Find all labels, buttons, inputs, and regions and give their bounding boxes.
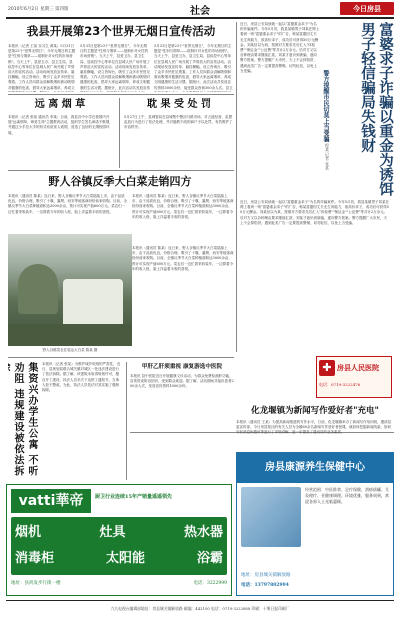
hospital-ad [234,352,394,402]
story4-body-cont: 本报讯（通讯员 陈某）连日来，野人谷镇反季节大白菜陆续上市，由于品质优良，价格合理，吸引了十堰、襄樊、西安等地客商纷纷前来收购。目前，全镇反季节大白菜种植面积达3000余亩，预计可实现产值600万元。菜农们一边忙着采收装车，一边算着今年的收入账，脸上洋溢着丰收的喜悦。 [132,194,234,219]
right-subhead: 警方提醒市民切莫上当受骗 [322,70,329,142]
brand-slogan: 厨卫行业连续15年产销量遥遥领先 [95,494,172,500]
story1-title: 我县开展第23个世界无烟日宣传活动 [26,24,216,38]
brand-phone: 电话：3222999 [193,581,227,586]
footer-text: 九九电视台编辑部地址：房县城关镇解放路 邮编：442100 电话：0719-3222888 印刷：十堰日报印刷厂 [110,606,290,611]
story3-title: 耽 果 受 处 罚 [147,99,211,110]
story1-body-cont: 5月31日是第23个"世界无烟日"，今年无烟日的主题是"性别与烟草——抵制针对女性的市场营销"。当天上午，县爱卫办、县卫生局、县疾控中心等单位在县城人民广场开展了声势浩大的宣传活动。活动现场发放宣传单，悬挂横幅，设立咨询台，吸引了众多市民驻足观看。工作人员向群众讲解吸烟和被动吸烟对健康的危害，倡导大家远离烟草，养成文明健康的生活习惯。据统计，此次活动共发放宣传 [80,44,150,90]
health-center-body: 经营范围：中医推拿、足疗保健、刮痧拔罐、艾灸理疗、亚健康调理。环境优雅，服务周到，欢迎各界人士光临惠顾。 [305,487,389,504]
brand-product: 热水器 [183,525,223,540]
right-vertical-headline-b: 以重金为诱饵 [377,109,393,196]
story4-body: 本报讯（通讯员 陈某）连日来，野人谷镇反季节大白菜陆续上市，由于品质优良，价格合理，吸引了十堰、襄樊、西安等地客商纷纷前来收购。目前，全镇反季节大白菜种植面积达3000余亩，预计可实现产值600万元。菜农们一边忙着采收装车，一边算着今年的收入账，脸上洋溢着丰收的喜悦。 [8,194,127,214]
column-divider [236,22,237,352]
story5-body: 本报讯（记者 张某）为维护城乡规划的严肃性，近日，县规划局联合城关镇对城区一处违法建设进行了依法拆除。据了解，该建筑未取得规划许可，擅自开工建设，执法人员多次下达停工通知书，当事人拒不整改。为此，执法人员依法对其实施了强制拆除。 [42,362,121,393]
story1-body-cont2: 5月31日是第23个"世界无烟日"，今年无烟日的主题是"性别与烟草——抵制针对女性的市场营销"。当天上午，县爱卫办、县卫生局、县疾控中心等单位在县城人民广场开展了声势浩大的宣传活动。活动现场发放宣传单，悬挂横幅，设立咨询台，吸引了众多市民驻足观看。工作人员向群众讲解吸烟和被动吸烟对健康的危害，倡导大家远离烟草，养成文明健康的生活习惯。据统计，此次活动共发放宣传资料5000余份，接受群众咨询300余人次。县卫 [154,44,233,90]
right-vertical-headline-c: 男子轻信骗局失钱财 [359,22,375,153]
story1-col1 [8,44,76,92]
story1-col2 [80,44,150,92]
brand-address: 地址：县鸿发步行街一楼 [11,581,61,586]
hospital-cross-icon: ✚ [319,360,335,376]
right-column-body: 近日，房县公安局侦破一起以"富婆重金求子"为名的诈骗案件。今年5月初，我县某镇男子刘某在网上看到一则"富婆重金求子"的广告，称某富婆因丈夫无生育能力，欲高价求子，成功后可获得50万元酬金。刘某信以为真，按照对方要求先后汇入"体检费""保证金""公证费"等共计2万余元。后对方又以各种理由要求继续汇款，刘某才意识到被骗，遂向警方报案。警方提醒广大市民，天上不会掉馅饼，遇到此类广告一定要提高警惕，切勿轻信，以免上当受骗。 [240,22,320,73]
photo-caption: 野人谷镇菜农在装运大白菜 陈某 摄 [42,348,98,352]
divider [126,362,127,480]
divider [8,94,234,95]
bottom-article-body: 本报讯（通讯员 王某）为提高新闻报道的写作水平，日前，化龙堰镇举办了新闻写作培训班，邀请县委宣传部、今日房县报社的有关人员为全镇60余名新闻写作爱好者授课，就如何挖掘新闻线索、如何写好消息和通讯等进行了详细讲解，进一步提高了通讯员的业务素质。 [236,420,392,435]
right-column-body-cont: 近日，房县公安局侦破一起以"富婆重金求子"为名的诈骗案件。今年5月初，我县某镇男子刘某在网上看到一则"富婆重金求子"的广告，称某富婆因丈夫无生育能力，欲高价求子，成功后可获得50万元酬金。刘某信以为真，按照对方要求先后汇入"体检费""保证金""公证费"等共计2万余元。后对方又以各种理由要求继续汇款，刘某才意识到被骗，遂向警方报案。警方提醒广大市民，天上不会掉馅饼，遇到此类广告一定要提高警惕，切勿轻信，以免上当受骗。 [240,200,389,225]
right-vertical-headline-a: 富婆求子诈骗 [377,22,393,109]
hospital-ad-box [316,356,392,398]
story1-col3 [154,44,234,92]
header-section: 社会 [190,6,210,17]
story4-body-cont2: 本报讯（通讯员 陈某）连日来，野人谷镇反季节大白菜陆续上市，由于品质优良，价格合理，吸引了十堰、襄樊、西安等地客商纷纷前来收购。目前，全镇反季节大白菜种植面积达3000余亩，预计可实现产值600万元。菜农们一边忙着采收装车，一边算着今年的收入账，脸上洋溢着丰收的喜悦。 [132,246,234,271]
brand-logo: vatti華帝 [11,489,91,513]
divider [8,170,234,171]
footer-rule [6,600,394,601]
header-date: 2010年6月2日 星期三 第四版 [8,7,69,12]
brand-products [11,517,227,575]
health-center-photo [241,487,301,547]
brand-products-row2 [15,547,223,571]
story6-body: 本报讯 县中医院近日开展健康义诊活动，为群众免费检测肝功能，宣传肝炎防治知识，受到群众欢迎。据了解，活动期间共接诊患者200余人次，发放宣传资料1000余份。 [130,374,234,389]
health-center-address: 地址：房县城关镇解放路 [241,573,291,578]
health-center-title: 房县康源养生保健中心 [265,462,365,473]
divider [8,357,234,358]
photo-figure [18,264,58,314]
divider [119,98,120,168]
brand-product: 烟机 [15,525,42,540]
story4-title: 野人谷镇反季大白菜走销四方 [48,175,192,188]
brand-product: 消毒柜 [15,551,55,566]
story1-body: 5月31日是第23个"世界无烟日"，今年无烟日的主题是"性别与烟草——抵制针对女性的市场营销"。当天上午，县爱卫办、县卫生局、县疾控中心等单位在县城人民广场开展了声势浩大的宣传活动。活动现场发放宣传单，悬挂横幅，设立咨询台，吸引了众多市民驻足观看。工作人员向群众讲解吸烟和被动吸烟对健康的危害，倡导大家远离烟草，养成文 [8,44,76,90]
story2-body: 本报讯（记者 张某 通讯员 李某）日前，我县各中小学在校园内开展"远离烟草，珍爱生命"主题教育活动，组织学生签名承诺不吸烟，并通过小手拉大手的形式劝说家人戒烟，营造了良好的无烟校园环境。 [8,115,113,135]
news-photo [8,234,132,346]
health-center-phone: 电话：13797802994 [241,583,289,588]
header-masthead-box [340,2,394,15]
brand-product: 灶具 [99,525,126,540]
photo-ground [8,324,132,346]
brand-product: 太阳能 [105,551,145,566]
health-center-ad [236,452,394,596]
hospital-ad-phone: 电话：0719-3222476 [319,382,361,387]
bottom-article-title: 化龙堰镇为新闻写作爱好者"充电" [251,406,379,416]
right-vertical-headline [330,22,394,198]
story3-body: 5月27日上午，县城管局在县城集中整治马路市场，对占道经营、乱摆乱放行为进行了依法处理，并对屡教不改的商户予以处罚，有效维护了市容秩序。 [124,115,233,130]
health-center-header [237,453,393,483]
story5-vertical-headline: 集资兴办学生公寓 不听劝阻 违规建设被依法拆 [12,362,37,477]
header-rule [6,17,394,19]
right-credit: 通讯员 程某 记者 张某 [325,130,330,170]
hospital-ad-title: 房县人民医院 [337,364,379,372]
brand-ad [6,484,232,596]
brand-product: 浴霸 [196,551,223,566]
header-masthead: 今日房县 [353,4,381,13]
story2-title: 远 离 烟 草 [34,99,86,110]
story1-byline: 本报讯（记者 王某 实习生 黄某） [8,44,61,48]
brand-products-row1 [15,521,223,545]
story6-title: 甲肝乙肝须重视 康复游选中医院 [141,364,223,370]
